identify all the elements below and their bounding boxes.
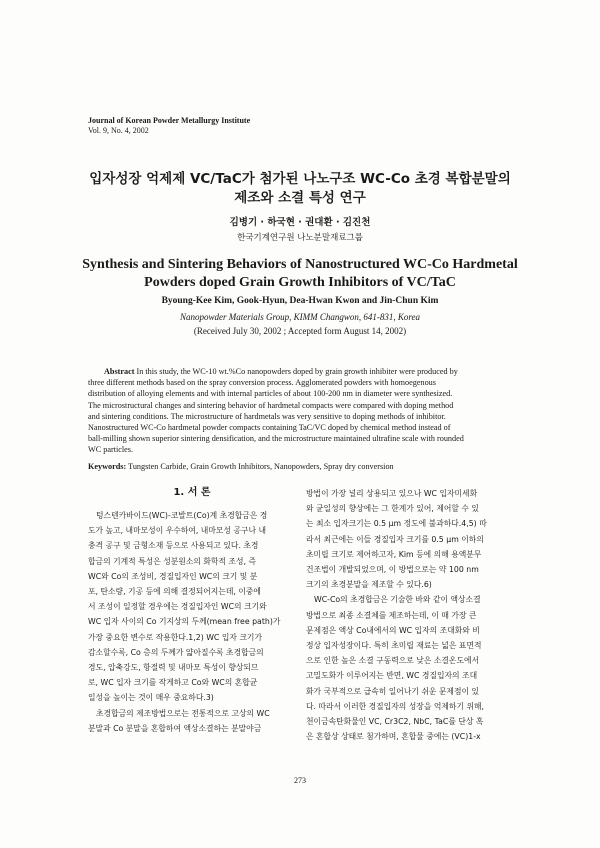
- body-text-line: 라서 최근에는 이들 경질입자 크기를 0.5 μm 이하의: [306, 534, 484, 544]
- english-title-line2: Powders doped Grain Growth Inhibitors of VC/TaC: [144, 275, 456, 290]
- journal-volume: Vol. 9, No. 4, 2002: [88, 126, 149, 135]
- body-text-line: 건조법이 개발되었으며, 이 방법으로는 약 100 nm: [306, 565, 479, 575]
- body-text-line: 초경합금의 제조방법으로는 전통적으로 고상의 WC: [96, 708, 270, 718]
- left-column: [88, 486, 296, 736]
- journal-name: Journal of Korean Powder Metallurgy Institute: [88, 116, 251, 125]
- abstract-text: In this study, the WC-10 wt.%Co nanopowders doped by grain growth inhibiter were produced by: [136, 367, 458, 376]
- body-text-line: WC와 Co의 조성비, 경질입자인 WC의 크기 및 분: [88, 571, 258, 581]
- abstract-text: distribution of alloying elements and with internal particles of about 100-200 nm in diameter were synthesized.: [88, 389, 453, 399]
- abstract-text: ball-milling shown superior sintering densification, and the microstructure maintained ultrafine scale with rounded: [88, 434, 464, 444]
- body-text-line: 은 혼합상 상태로 첨가하며, 혼합물 중에는 (VC)1-x: [306, 732, 481, 742]
- body-text-line: 가장 중요한 변수로 작용한다.1,2) WC 입자 크기가: [88, 632, 262, 642]
- body-text-line: 감소할수록, Co 층의 두께가 얇아질수록 초경합금의: [88, 647, 264, 657]
- section-heading-introduction: 1. 서 론: [173, 487, 211, 498]
- abstract-line: [88, 422, 512, 433]
- body-text-line: WC-Co의 초경합금은 기술한 바와 같이 액상소결: [314, 595, 481, 605]
- body-text-line: 고밀도화가 이루어지는 반면, WC 경질입자의 조대: [306, 671, 478, 681]
- abstract-line: [88, 411, 512, 422]
- body-text-line: 문제점은 액상 Co내에서의 WC 입자의 조대화와 비: [306, 625, 480, 635]
- body-text-line: 정상 입자성장이다. 특히 초미립 재료는 넓은 표면적: [306, 641, 482, 651]
- body-text-line: WC 입자 사이의 Co 기지상의 두께(mean free path)가: [88, 617, 281, 627]
- korean-authors: 김병기 · 하국현 · 권대환 · 김진천: [229, 217, 371, 228]
- body-text-line: 도가 높고, 내마모성이 우수하여, 내마모성 공구나 내: [88, 526, 266, 536]
- abstract-line: [88, 366, 512, 377]
- body-text-line: 로, WC 입자 크기를 작게하고 Co와 WC의 혼합균: [88, 678, 258, 688]
- korean-title-line1: 입자성장 억제제 VC/TaC가 첨가된 나노구조 WC-Co 초경 복합분말의: [89, 171, 511, 187]
- body-text-line: 포, 탄소량, 기공 등에 의해 결정되어지는데, 이중에: [88, 587, 261, 597]
- abstract-line: [88, 377, 512, 388]
- body-text-line: 분말과 Co 분말을 혼합하여 액상소결하는 분말야금: [88, 723, 262, 733]
- body-text-line: 크기의 초경분말을 제조할 수 있다.6): [306, 580, 432, 590]
- body-text-line: 방법으로 최종 소결체를 제조하는데, 이 때 가장 큰: [306, 610, 477, 620]
- page-number: 273: [294, 776, 306, 785]
- korean-affiliation: 한국기계연구원 나노분말재료그룹: [237, 233, 363, 243]
- korean-title-line2: 제조와 소결 특성 연구: [234, 190, 366, 206]
- body-text-line: 와 균일성의 향상에는 그 한계가 있어, 제어할 수 있: [306, 504, 479, 514]
- body-text-line: 으로 인한 높은 소결 구동력으로 낮은 소결온도에서: [306, 656, 480, 666]
- abstract-line: [88, 388, 512, 399]
- body-text-line: 화가 국부적으로 급속히 일어나기 쉬운 문제점이 있: [306, 686, 480, 696]
- right-column: [306, 486, 514, 744]
- abstract-text: WC particles.: [88, 445, 134, 455]
- english-title-line1: Synthesis and Sintering Behaviors of Nanostructured WC-Co Hardmetal: [82, 257, 518, 272]
- body-text-line: 다. 따라서 이러한 경질입자의 성장을 억제하기 위해,: [306, 701, 484, 711]
- body-text-line: 경도, 압축강도, 항절력 및 내마모 특성이 향상되므: [88, 663, 259, 673]
- body-text-line: 방법이 가장 널리 상용되고 있으나 WC 입자미세화: [306, 489, 478, 498]
- abstract-line: [88, 433, 512, 444]
- received-dates: (Received July 30, 2002 ; Accepted form August 14, 2002): [193, 326, 407, 336]
- english-affiliation: Nanopowder Materials Group, KIMM Changwon, 641-831, Korea: [179, 312, 421, 322]
- keywords-label: Keywords:: [88, 462, 127, 471]
- abstract-line: [88, 400, 512, 411]
- korean-title: [0, 170, 600, 208]
- body-text-line: 초미립 크기로 제어하고자, Kim 등에 의해 용액분무: [306, 549, 482, 559]
- body-text-line: 합금의 기계적 특성은 성분원소의 화학적 조성, 즉: [88, 556, 256, 566]
- abstract: [88, 366, 512, 456]
- abstract-text: The microstructural changes and sintering behavior of hardmetal compacts were compared with doping method: [88, 400, 454, 410]
- abstract-text: three different methods based on the spray conversion process. Agglomerated powders with homoegenous: [88, 378, 436, 388]
- body-text-line: 충격 공구 및 금형소재 등으로 사용되고 있다. 초경: [88, 541, 259, 551]
- abstract-text: and sintering conditions. The microstructure of hardmetals was very sensitive to doping methods of inhibitor.: [88, 411, 446, 421]
- journal-header: [88, 116, 250, 136]
- keywords-text: Tungsten Carbide, Grain Growth Inhibitors, Nanopowders, Spray dry conversion: [128, 462, 394, 471]
- body-text-line: 텅스텐카바이드(WC)-코발트(Co)계 초경합금은 경: [96, 511, 268, 520]
- abstract-text: Nanostructured WC-Co hardmetal powder compacts containing TaC/VC doped by chemical method instead of: [88, 423, 451, 433]
- keywords: [88, 462, 512, 471]
- abstract-line: [88, 444, 512, 455]
- body-text-line: 천이금속탄화물인 VC, Cr3C2, NbC, TaC를 단상 혹: [306, 717, 484, 727]
- body-text-line: 일성을 높이는 것이 매우 중요하다.3): [88, 693, 214, 703]
- body-text-line: 서 조성이 일정할 경우에는 경질입자인 WC의 크기와: [88, 602, 267, 612]
- abstract-label: Abstract: [104, 367, 135, 376]
- english-authors: Byoung-Kee Kim, Gook-Hyun, Dea-Hwan Kwon and Jin-Chun Kim: [161, 296, 439, 306]
- body-text-line: 는 최소 입자크기는 0.5 μm 정도에 불과하다.4,5) 따: [306, 519, 487, 529]
- english-title: [0, 256, 600, 292]
